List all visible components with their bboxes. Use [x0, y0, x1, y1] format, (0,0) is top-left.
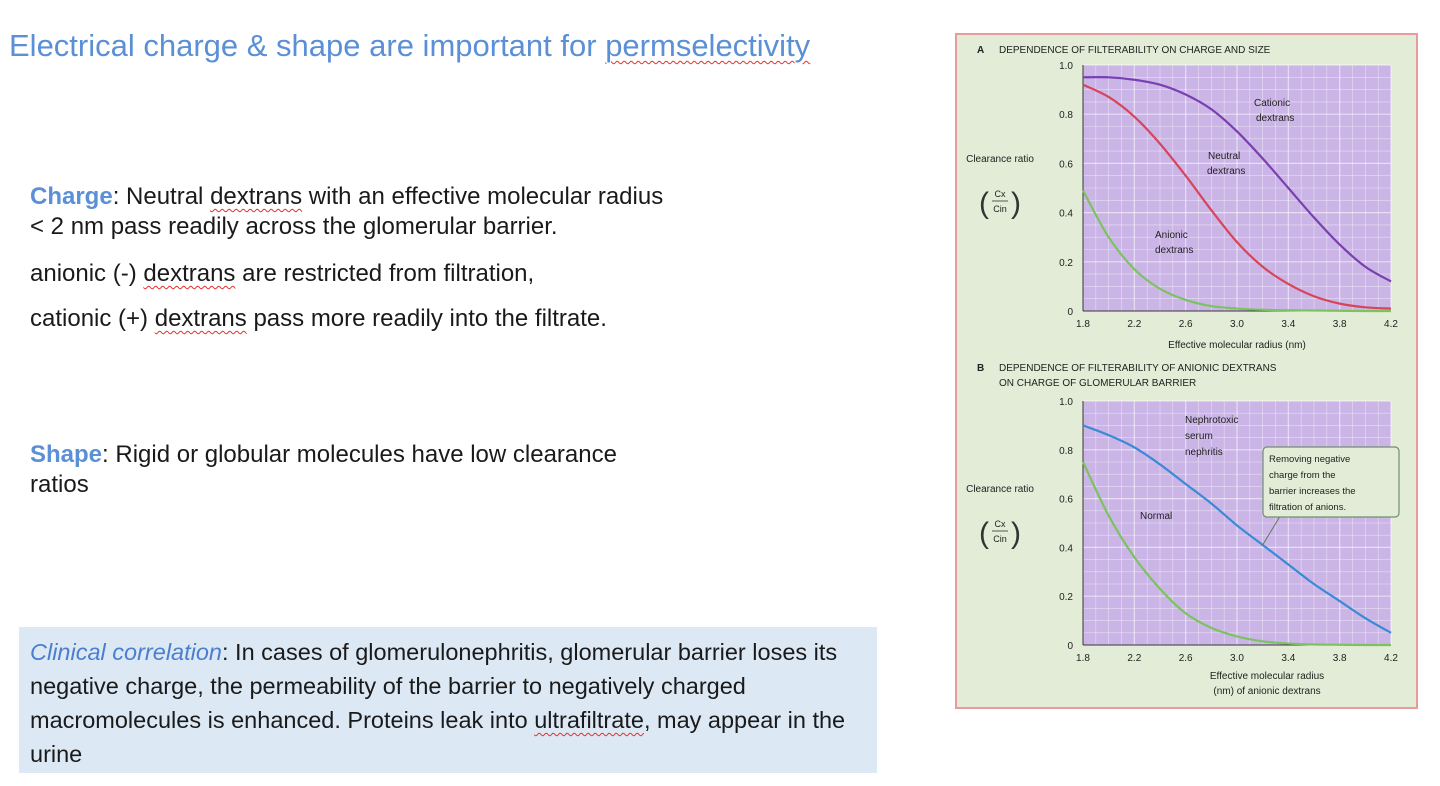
x-tick-label: 2.6 [1178, 319, 1193, 330]
x-tick-label: 3.0 [1230, 653, 1244, 664]
x-tick-label: 1.8 [1076, 319, 1090, 330]
panel-b-ylabel-text: Clearance ratio [966, 484, 1034, 495]
word-dextrans-2: dextrans [143, 260, 236, 287]
label-normal: Normal [1140, 511, 1173, 522]
cationic-text-a: cationic (+) [30, 305, 155, 332]
clinical-text [30, 635, 870, 771]
y-tick-label: 0.6 [1059, 159, 1073, 171]
panel-b-grid [1083, 401, 1391, 645]
charge-line-1 [30, 182, 663, 212]
slide-title [9, 28, 810, 64]
charge-text-1b: with an effective molecular radius [302, 183, 664, 210]
x-tick-label: 4.2 [1384, 653, 1398, 664]
panel-a-y-ticks [1059, 61, 1073, 318]
label-nephritis-2: serum [1185, 431, 1213, 442]
label-cationic-1: Cationic [1254, 98, 1291, 109]
label-neutral-2: dextrans [1207, 166, 1246, 177]
panel-a-letter: A [977, 45, 985, 56]
word-ultrafiltrate: ultrafiltrate [534, 707, 644, 733]
charge-label: Charge [30, 183, 113, 210]
panel-a-xlabel: Effective molecular radius (nm) [1168, 340, 1306, 351]
panel-a-x-ticks [1076, 319, 1398, 330]
y-tick-label: 1.0 [1059, 61, 1073, 72]
cationic-line [30, 304, 607, 334]
x-tick-label: 2.2 [1127, 319, 1142, 330]
anionic-line [30, 259, 534, 289]
panel-b-paren-right: ) [1011, 517, 1021, 550]
panel-b-xlabel: Effective molecular radius [1209, 671, 1325, 682]
x-tick-label: 3.4 [1281, 319, 1296, 330]
label-nephritis-1: Nephrotoxic [1185, 415, 1239, 426]
y-tick-label: 0.2 [1059, 257, 1073, 269]
panel-a-paren-left: ( [979, 187, 989, 220]
annotation-line-1: Removing negative [1269, 454, 1351, 465]
y-tick-label: 0.8 [1059, 110, 1073, 122]
x-tick-label: 2.6 [1178, 653, 1193, 664]
x-tick-label: 4.2 [1384, 319, 1398, 330]
y-tick-label: 0.6 [1059, 494, 1073, 506]
annotation-line-3: barrier increases the [1269, 486, 1356, 497]
panel-a-frac-num: Cx [994, 189, 1006, 199]
clinical-text-a: : In cases of glomerulonephritis, glomerular barrier loses its negative charge, the permeability of the barrier to negatively charged macromolecules is enhanced. Proteins leak into [30, 639, 838, 733]
panel-a-title: DEPENDENCE OF FILTERABILITY ON CHARGE AND SIZE [999, 45, 1271, 56]
shape-line-2: ratios [30, 471, 89, 498]
word-dextrans-3: dextrans [154, 305, 247, 332]
y-tick-label: 1.0 [1059, 397, 1073, 408]
figure-svg [957, 35, 1416, 707]
clinical-correlation-box [19, 627, 877, 773]
shape-line-1 [30, 440, 617, 470]
shape-paragraph [30, 440, 617, 500]
cationic-text-b: pass more readily into the filtrate. [246, 305, 607, 332]
y-tick-label: 0.4 [1059, 543, 1073, 555]
x-tick-label: 3.8 [1332, 319, 1347, 330]
y-tick-label: 0.8 [1059, 445, 1073, 457]
x-tick-label: 3.8 [1332, 653, 1347, 664]
charge-text-1a: : Neutral [112, 183, 211, 210]
y-tick-label: 0 [1067, 307, 1073, 318]
x-tick-label: 2.2 [1127, 653, 1142, 664]
figure-panel [955, 33, 1418, 709]
label-anionic-2: dextrans [1155, 245, 1194, 256]
shape-text-1: : Rigid or globular molecules have low clearance [102, 441, 617, 468]
panel-b [966, 363, 1399, 697]
title-keyword-permselectivity: permselectivity [605, 28, 811, 63]
panel-b-letter: B [977, 363, 985, 374]
x-tick-label: 1.8 [1076, 653, 1090, 664]
panel-b-title: DEPENDENCE OF FILTERABILITY OF ANIONIC DEXTRANS [999, 363, 1277, 374]
y-tick-label: 0.4 [1059, 208, 1073, 220]
label-cationic-2: dextrans [1256, 113, 1295, 124]
shape-label: Shape [30, 441, 103, 468]
panel-a [966, 45, 1398, 351]
clinical-text-b: , may appear in the urine [30, 707, 846, 767]
charge-paragraph [30, 182, 663, 242]
panel-b-y-ticks [1059, 397, 1073, 652]
panel-a-paren-right: ) [1011, 187, 1021, 220]
word-dextrans-1: dextrans [210, 183, 303, 210]
x-tick-label: 3.4 [1281, 653, 1296, 664]
clinical-label: Clinical correlation [30, 639, 222, 665]
anionic-text-b: are restricted from filtration, [235, 260, 535, 287]
panel-a-ylabel-text: Clearance ratio [966, 154, 1034, 165]
annotation-line-2: charge from the [1269, 470, 1336, 481]
panel-a-frac-den: Cin [993, 204, 1007, 214]
panel-b-xlabel-2: (nm) of anionic dextrans [1213, 686, 1321, 697]
y-tick-label: 0.2 [1059, 592, 1073, 604]
panel-b-x-ticks [1076, 653, 1398, 664]
annotation-line-4: filtration of anions. [1269, 502, 1347, 513]
y-tick-label: 0 [1067, 641, 1073, 652]
panel-b-title-2: ON CHARGE OF GLOMERULAR BARRIER [999, 378, 1197, 389]
panel-b-frac-den: Cin [993, 534, 1007, 544]
label-neutral-1: Neutral [1208, 151, 1241, 162]
x-tick-label: 3.0 [1230, 319, 1244, 330]
charge-line-2: < 2 nm pass readily across the glomerular barrier. [30, 213, 558, 240]
label-nephritis-3: nephritis [1185, 447, 1223, 458]
anionic-text-a: anionic (-) [30, 260, 144, 287]
panel-b-paren-left: ( [979, 517, 989, 550]
slide-title-text: Electrical charge & shape are important for [9, 28, 606, 63]
panel-b-ylabel [966, 484, 1034, 550]
panel-a-grid [1083, 65, 1391, 311]
label-anionic-1: Anionic [1155, 230, 1188, 241]
panel-b-frac-num: Cx [994, 519, 1006, 529]
panel-a-ylabel [966, 154, 1034, 220]
